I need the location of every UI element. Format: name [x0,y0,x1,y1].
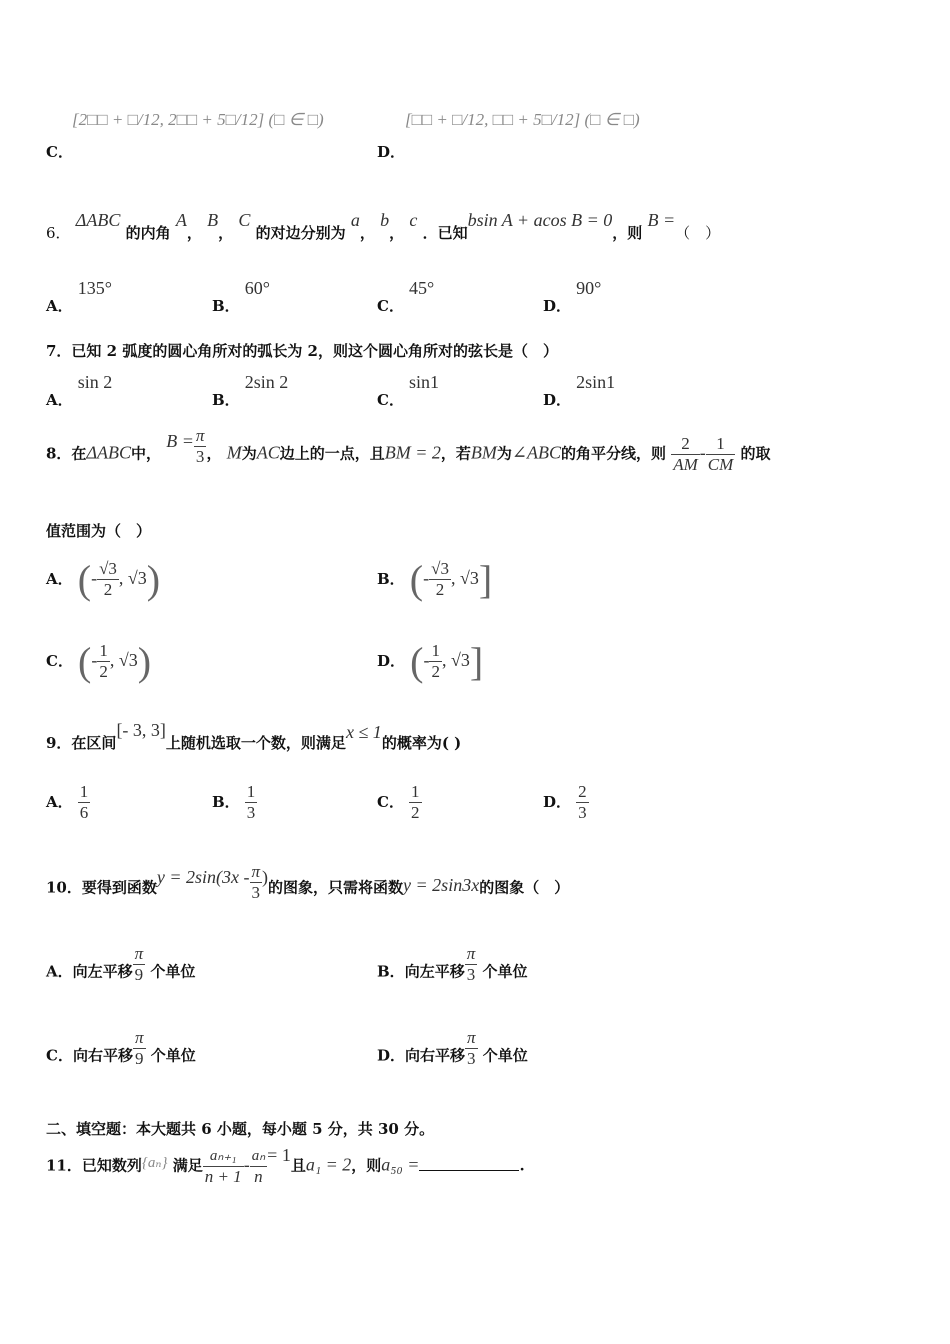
q5-option-d-expr: [□□ + □/12, □□ + 5□/12] (□ ∈ □) [405,110,640,129]
section-2-heading: 二、填空题：本大题共 6 小题，每小题 5 分，共 30 分。 [46,1120,435,1138]
q8-option-a: A． (- $\frac{√3}{2}$ , √3) [46,557,161,602]
q5-option-d-label: D． [377,143,406,161]
question-7: 7．已知 2 弧度的圆心角所对的弧长为 2，则这个圆心角所对的弦长是（ ） [46,342,558,360]
question-8-line2: 值范围为（ ） [46,522,152,540]
q5-option-c-expr: [2□□ + □/12, 2□□ + 5□/12] (□ ∈ □) [72,110,324,129]
question-8: 8．在ΔABC中， B = $\frac{\pi}{3}$ ， M为AC边上的一点，且BM = 2，若BM为∠ABC的角平分线，则 $\frac{2}{AM}$ - $\frac{1}{CM}$ 的取 [46,426,771,474]
q5-option-c-label: C． [46,143,73,161]
q8-option-d: D． (- $\frac{1}{2}$ , √3] [377,639,484,684]
q8-option-c: C． (- $\frac{1}{2}$ , √3) [46,639,152,684]
question-11: 11．已知数列{aₙ} 满足 $\frac{\text{aₙ₊₁}}{n + 1}$ - $\frac{\text{aₙ}}{n}$ = 1且a₁ = 2，则a₅₀ = . [46,1144,525,1186]
q10-option-c: C．向右平移 $\frac{\pi}{9}$ 个单位 [46,1028,196,1068]
q10-option-a: A．向左平移 $\frac{\pi}{9}$ 个单位 [46,944,196,984]
question-9: 9．在区间[- 3, 3]上随机选取一个数，则满足x ≤ 1的概率为( ) [46,720,462,752]
q11-answer-blank[interactable] [419,1156,519,1171]
question-10: 10．要得到函数y = 2sin(3x - $\frac{\pi}{3}$ )的图象，只需将函数y = 2sin3x的图象（ ） [46,862,570,902]
q10-option-b: B．向左平移 $\frac{\pi}{3}$ 个单位 [377,944,528,984]
q8-option-b: B． (- $\frac{√3}{2}$ , √3] [377,557,493,602]
q10-option-d: D．向右平移 $\frac{\pi}{3}$ 个单位 [377,1028,528,1068]
question-6: 6． ΔABC 的内角 A， B， C 的对边分别为 a， b， c ．已知bsin A + acos B = 0，则 B =（ ） [46,210,721,242]
